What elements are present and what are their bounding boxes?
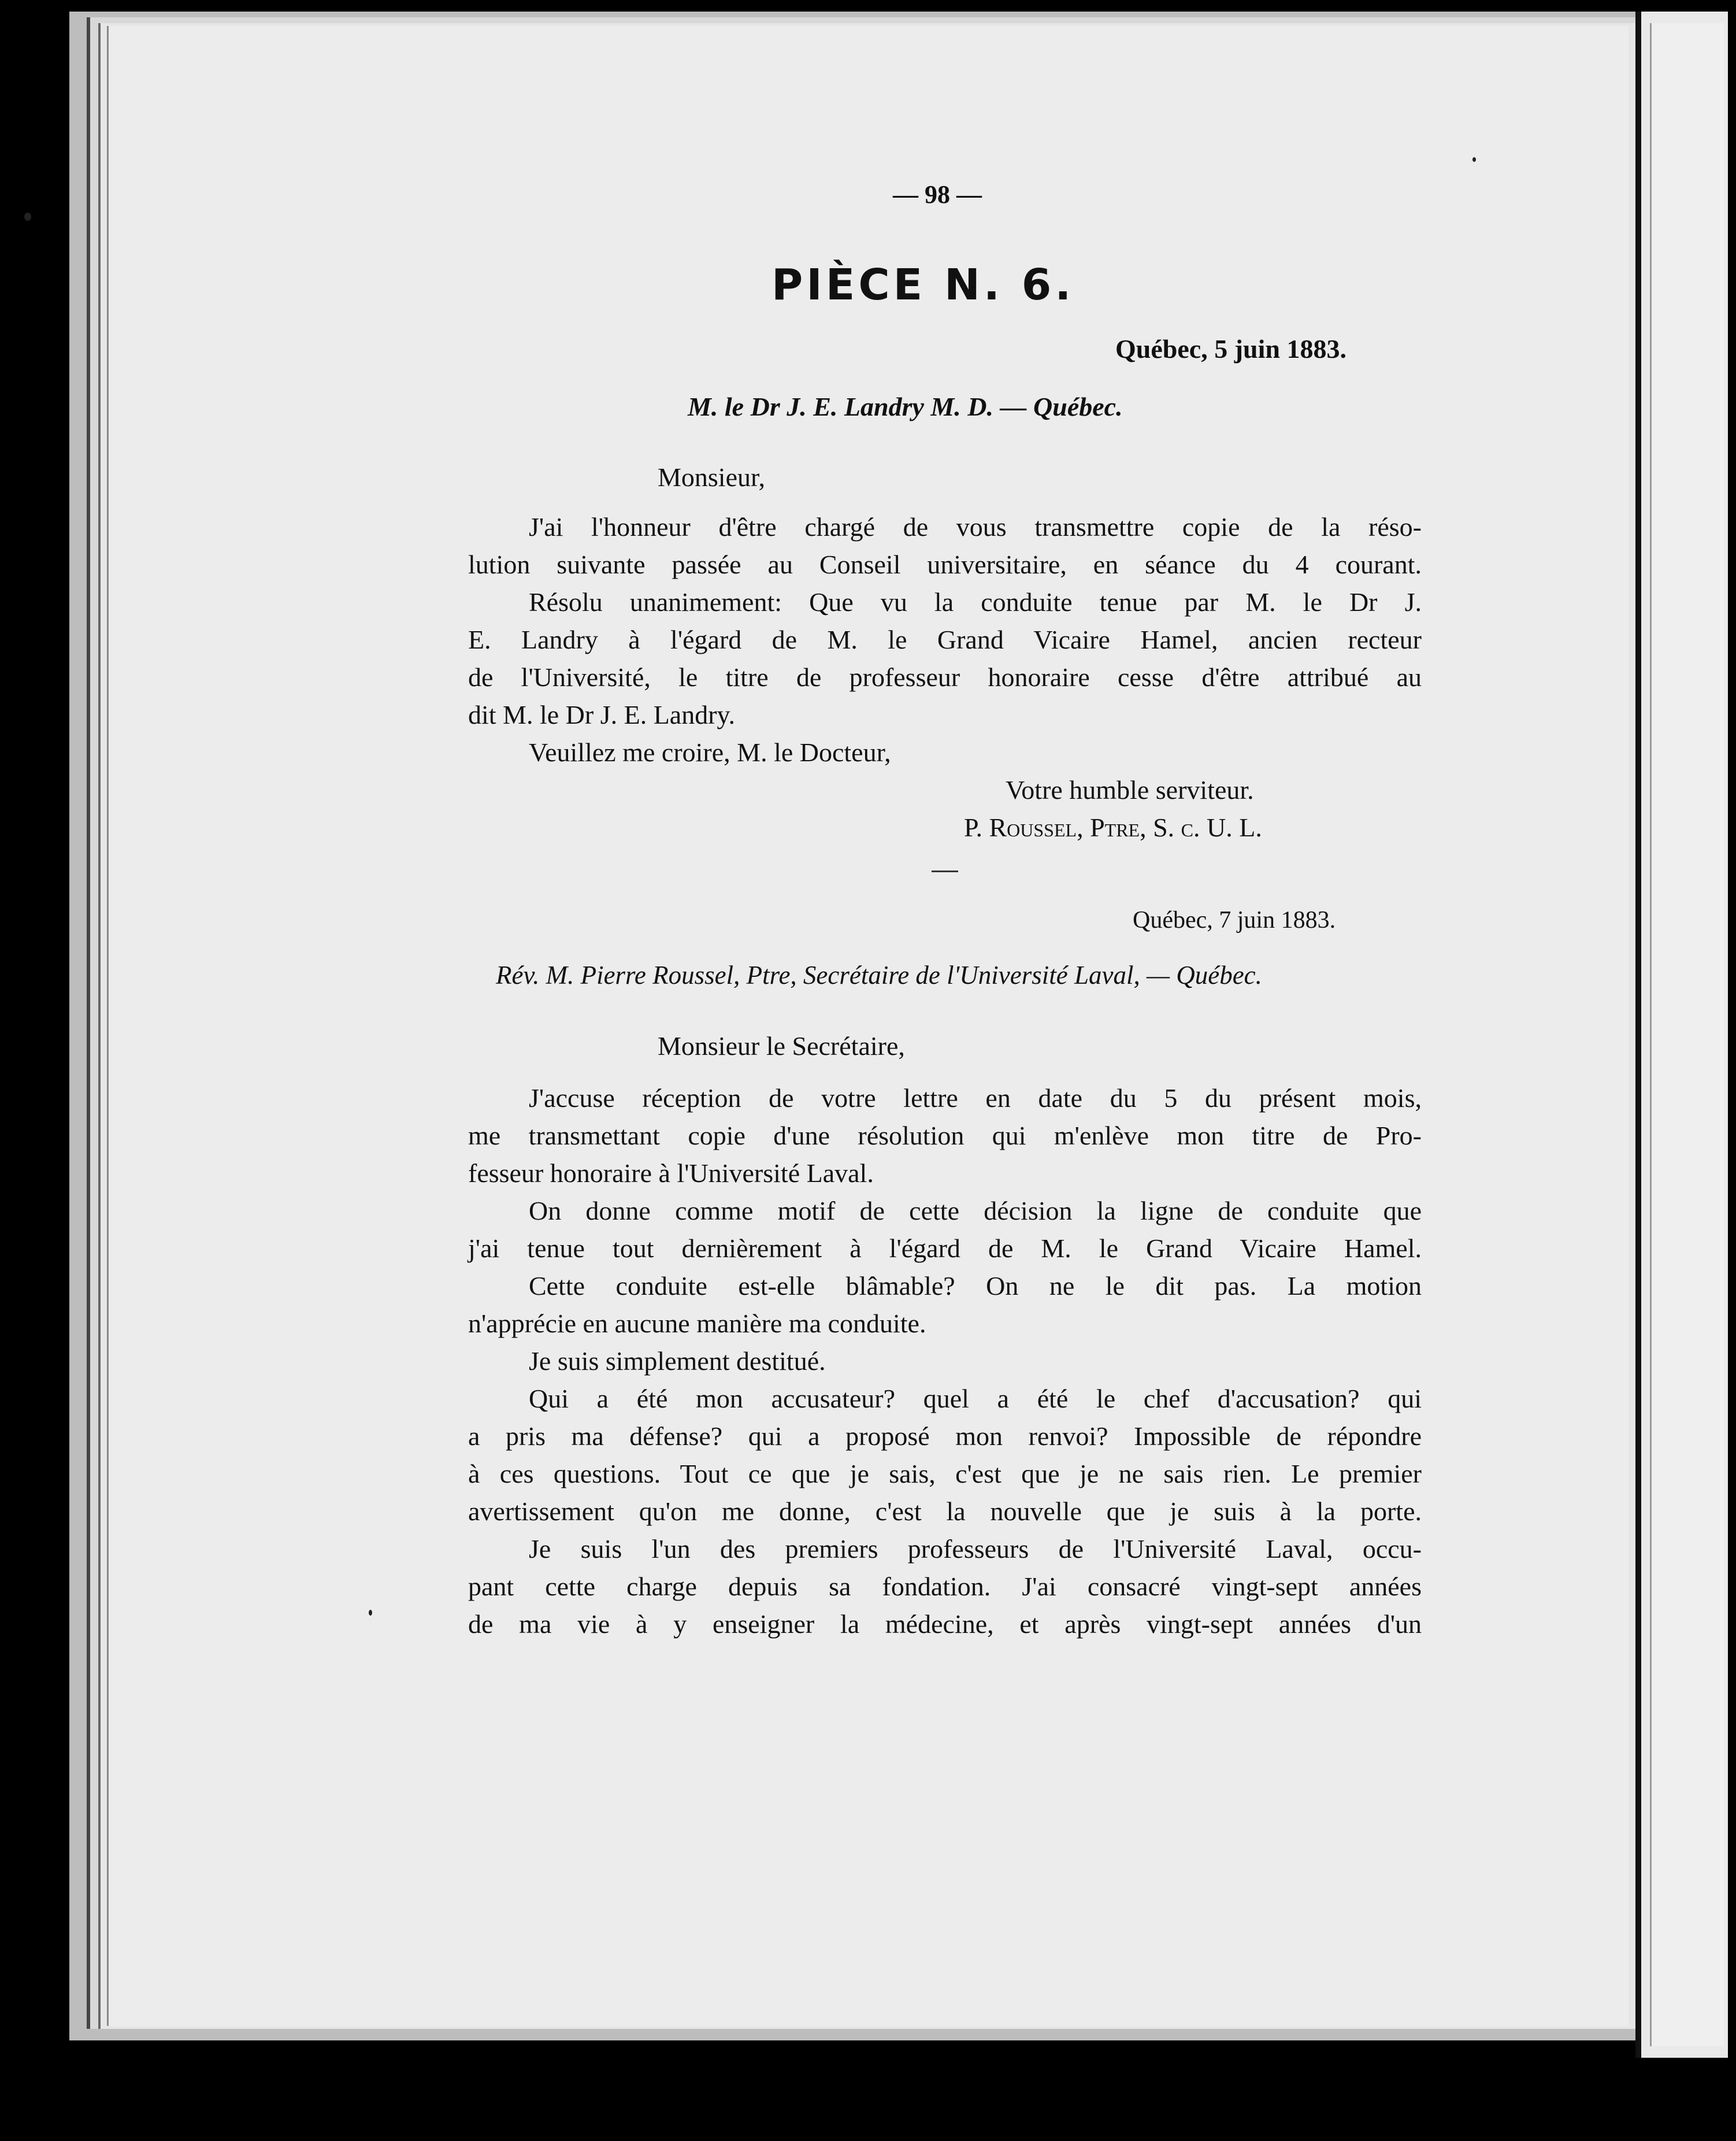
- letter2-line: de ma vie à y enseigner la médecine, et après vingt-sept années d'un: [468, 1609, 1422, 1639]
- letter2-line: On donne comme motif de cette décision la ligne de conduite que: [529, 1196, 1422, 1225]
- letter2-line: Qui a été mon accusateur? quel a été le chef d'accusation? qui: [529, 1384, 1422, 1413]
- letter2-line: avertissement qu'on me donne, c'est la nouvelle que je suis à la porte.: [468, 1497, 1422, 1526]
- page-number: — 98 —: [893, 180, 982, 209]
- letter1-line: Résolu unanimement: Que vu la conduite tenue par M. le Dr J.: [529, 587, 1422, 617]
- book-page: [107, 26, 1629, 2026]
- letter1-line: lution suivante passée au Conseil universitaire, en séance du 4 courant.: [468, 550, 1422, 579]
- letter-separator: [932, 871, 958, 872]
- letter1-salutation: Monsieur,: [658, 462, 765, 492]
- scan-speck: [369, 1610, 372, 1616]
- letter1-line: dit M. le Dr J. E. Landry.: [468, 700, 736, 729]
- letter1-line: J'ai l'honneur d'être chargé de vous transmettre copie de la réso-: [529, 512, 1422, 542]
- letter1-date: Québec, 5 juin 1883.: [1115, 334, 1346, 364]
- letter2-line: Cette conduite est-elle blâmable? On ne le dit pas. La motion: [529, 1271, 1422, 1301]
- letter2-salutation: Monsieur le Secrétaire,: [658, 1031, 905, 1061]
- letter2-date: Québec, 7 juin 1883.: [1133, 907, 1336, 934]
- letter2-line: fesseur honoraire à l'Université Laval.: [468, 1158, 874, 1188]
- letter2-addressee: Rév. M. Pierre Roussel, Ptre, Secrétaire de l'Université Laval, — Québec.: [496, 961, 1262, 990]
- letter2-line: Je suis l'un des premiers professeurs de l'Université Laval, occu-: [529, 1534, 1422, 1564]
- letter2-line: a pris ma défense? qui a proposé mon renvoi? Impossible de répondre: [468, 1421, 1422, 1451]
- letter1-addressee: M. le Dr J. E. Landry M. D. — Québec.: [688, 392, 1123, 421]
- document-title: PIÈCE N. 6.: [771, 260, 1075, 310]
- letter1-signoff: Votre humble serviteur.: [1006, 775, 1254, 805]
- letter1-line: E. Landry à l'égard de M. le Grand Vicaire Hamel, ancien recteur: [468, 625, 1422, 654]
- letter2-line: à ces questions. Tout ce que je sais, c'est que je ne sais rien. Le premier: [468, 1459, 1422, 1488]
- letter1-signature: P. Roussel, Ptre, S. c. U. L.: [964, 813, 1262, 842]
- letter1-closing: Veuillez me croire, M. le Docteur,: [529, 738, 891, 767]
- scan-speck: [1472, 157, 1476, 162]
- letter2-line: n'apprécie en aucune manière ma conduite.: [468, 1309, 926, 1338]
- scan-speck: [24, 213, 31, 221]
- facing-page-edge: [1650, 23, 1724, 2046]
- letter2-line: me transmettant copie d'une résolution qui m'enlève mon titre de Pro-: [468, 1121, 1422, 1150]
- letter2-line: J'accuse réception de votre lettre en date du 5 du présent mois,: [529, 1083, 1422, 1113]
- letter2-line: j'ai tenue tout dernièrement à l'égard de M. le Grand Vicaire Hamel.: [468, 1234, 1422, 1263]
- letter2-line: Je suis simplement destitué.: [529, 1346, 826, 1376]
- letter1-line: de l'Université, le titre de professeur honoraire cesse d'être attribué au: [468, 662, 1422, 692]
- letter2-line: pant cette charge depuis sa fondation. J'ai consacré vingt-sept années: [468, 1572, 1422, 1601]
